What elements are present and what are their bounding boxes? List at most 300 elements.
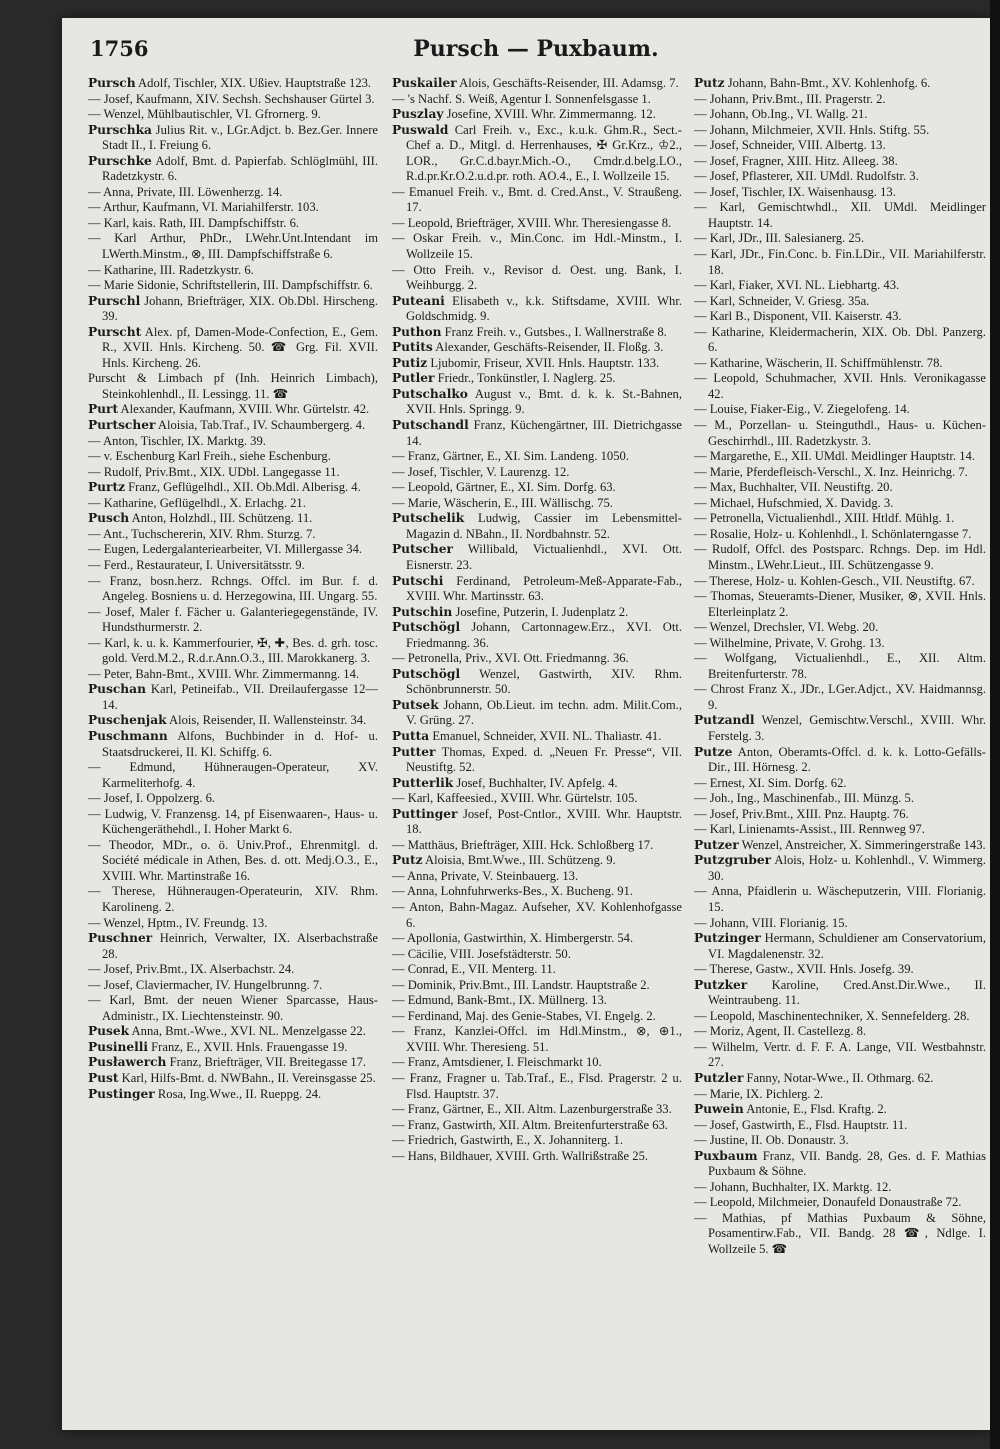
entry-text: — Ant., Tuchschererin, XIV. Rhm. Sturzg. 7. (88, 526, 316, 541)
entry-surname: Pusławerch (88, 1055, 167, 1070)
entry-text: — Rudolf, Offcl. des Postsparc. Rchngs. Dep. im Hdl. Minstm., LWehr.Lieut., III. Schützengasse 9. (694, 542, 986, 572)
directory-entry (392, 185, 682, 216)
entry-text: Aloisia, Tab.Traf., IV. Schaumbergerg. 4. (155, 418, 366, 433)
directory-entry (694, 962, 986, 978)
directory-entry (392, 1024, 682, 1055)
entry-text: — Anna, Private, V. Steinbauerg. 13. (392, 868, 579, 883)
directory-entry (392, 1102, 682, 1118)
directory-entry (694, 294, 986, 310)
entry-text: — Josef, Priv.Bmt., XIII. Pnz. Hauptg. 76. (694, 806, 909, 821)
entry-text: Friedr., Tonkünstler, I. Naglerg. 25. (434, 371, 616, 386)
directory-entry (88, 978, 378, 994)
entry-text: Fanny, Notar-Wwe., II. Othmarg. 62. (743, 1071, 934, 1085)
directory-entry (694, 1102, 986, 1118)
directory-entry (694, 1087, 986, 1103)
entry-text: — Katharine, Kleidermacherin, XIX. Ob. Dbl. Panzerg. 6. (694, 324, 986, 355)
directory-entry (694, 185, 986, 201)
directory-entry (694, 1149, 986, 1180)
directory-entry (694, 92, 986, 108)
entry-text: — Johann, Milchmeier, XVII. Hnls. Stiftg. 55. (694, 122, 930, 137)
entry-text: — Josef, Kaufmann, XIV. Sechsh. Sechshauser Gürtel 3. (88, 91, 375, 106)
directory-entry (88, 480, 378, 496)
entry-text: — Anton, Tischler, IX. Marktg. 39. (88, 433, 266, 448)
directory-entry (694, 511, 986, 527)
directory-entry (694, 76, 986, 92)
directory-entry (694, 200, 986, 231)
entry-surname: Purtscher (88, 418, 156, 433)
entry-surname: Putzer (694, 837, 739, 852)
directory-entry (694, 325, 986, 356)
entry-text: — Dominik, Priv.Bmt., III. Landstr. Hauptstraße 2. (392, 977, 650, 992)
directory-entry (88, 511, 378, 527)
entry-text: — Anton, Bahn-Magaz. Aufseher, XV. Kohlenhofgasse 6. (392, 899, 682, 930)
directory-entry (694, 309, 986, 325)
entry-text: Antonie, E., Flsd. Kraftg. 2. (743, 1102, 887, 1117)
entry-text: — Marie Sidonie, Schriftstellerin, III. Dampfschiffstr. 6. (88, 278, 373, 293)
entry-text: Franz Freih. v., Gutsbes., I. Wallnerstraße 8. (441, 324, 667, 339)
entry-surname: Puxbaum (694, 1148, 758, 1163)
directory-entry (694, 465, 986, 481)
directory-entry (88, 92, 378, 108)
directory-entry (392, 776, 682, 792)
directory-entry (88, 993, 378, 1024)
entry-text: — Ludwig, V. Franzensg. 14, pf Eisenwaaren-, Haus- u. Küchengeräthehdl., I. Hoher Markt 6. (88, 806, 378, 837)
directory-entry (694, 1118, 986, 1134)
entry-text: Karl, Petineifab., VII. Dreilaufergasse 12—14. (102, 682, 378, 712)
entry-text: — Joh., Ing., Maschinenfab., III. Münzg. 5. (694, 791, 914, 806)
directory-entry (392, 1133, 682, 1149)
directory-entry (694, 574, 986, 590)
directory-entry (392, 1071, 682, 1102)
entry-surname: Putzinger (694, 931, 761, 946)
entry-surname: Putschin (392, 604, 453, 619)
entry-text: — Marie, IX. Pichlerg. 2. (694, 1086, 824, 1101)
directory-entry (392, 853, 682, 869)
entry-surname: Putschögl (392, 620, 461, 635)
directory-entry (694, 247, 986, 278)
directory-entry (694, 169, 986, 185)
directory-entry (88, 465, 378, 481)
entry-surname: Pustinger (88, 1086, 155, 1101)
directory-entry (88, 605, 378, 636)
entry-text: — Josef, I. Oppolzerg. 6. (88, 791, 216, 806)
entry-text: — Leopold, Briefträger, XVIII. Whr. Theresiengasse 8. (392, 215, 672, 230)
entry-text: — Johann, VIII. Florianig. 15. (694, 915, 848, 930)
directory-entry (694, 682, 986, 713)
entry-text: Rosa, Ing.Wwe., II. Rueppg. 24. (154, 1086, 322, 1101)
entry-text: — Ferd., Restaurateur, I. Universitätsstr. 9. (88, 557, 305, 572)
entry-text: — Edmund, Hühneraugen-Operateur, XV. Karmeliterhofg. 4. (88, 760, 378, 790)
entry-surname: Putter (392, 744, 436, 759)
entry-text: — Chrost Franz X., JDr., LGer.Adjct., XV. Haidmannsg. 9. (694, 682, 986, 712)
directory-entry (88, 216, 378, 232)
entry-surname: Putsek (392, 697, 439, 712)
directory-entry (392, 1118, 682, 1134)
directory-entry (392, 263, 682, 294)
directory-entry (694, 620, 986, 636)
entry-text: Franz, VII. Bandg. 28, Ges. d. F. Mathias Puxbaum & Söhne. (708, 1148, 986, 1179)
entry-surname: Putz (694, 76, 725, 90)
entry-text: Wenzel, Anstreicher, X. Simmeringerstraße 143. (738, 837, 986, 852)
entry-text: Alois, Geschäfts-Reisender, III. Adamsg. 7. (456, 76, 679, 90)
directory-entry (88, 1040, 378, 1056)
directory-entry (88, 418, 378, 434)
entry-text: Emanuel, Schneider, XVII. NL. Thaliastr. 41. (429, 728, 662, 743)
entry-text: — Wilhelmine, Private, V. Grohg. 13. (694, 635, 885, 650)
entry-text: — Wenzel, Drechsler, VI. Webg. 20. (694, 620, 879, 635)
directory-entry (392, 993, 682, 1009)
entry-surname: Purtz (88, 480, 125, 495)
directory-entry (694, 589, 986, 620)
entry-text: Hermann, Schuldiener am Conservatorium, VI. Magdalenenstr. 32. (708, 931, 986, 961)
entry-text: — Petronella, Victualienhdl., XIII. Htldf. Mühlg. 1. (694, 511, 955, 526)
entry-text: — Katharine, III. Radetzkystr. 6. (88, 262, 254, 277)
entry-text: — Josef, Schneider, VIII. Albertg. 13. (694, 138, 886, 153)
directory-entry (694, 1009, 986, 1025)
entry-text: Ljubomir, Friseur, XVII. Hnls. Hauptstr. 133. (427, 355, 660, 370)
entry-text: Wenzel, Gemischtw.Verschl., XVIII. Whr. Ferstelg. 3. (708, 713, 986, 743)
directory-entry (88, 807, 378, 838)
entry-text: — M., Porzellan- u. Steinguthdl., Haus- u. Küchen-Geschirrhdl., III. Radetzkystr. 3. (694, 418, 986, 448)
entry-text: — Katharine, Geflügelhdl., X. Erlachg. 21. (88, 495, 306, 510)
entry-text: Josef, Post-Cntlor., XVIII. Whr. Hauptstr. 18. (406, 806, 682, 837)
directory-entry (88, 496, 378, 512)
entry-text: — Anna, Lohnfuhrwerks-Bes., X. Bucheng. 91. (392, 884, 633, 899)
entry-text: — Franz, Gastwirth, XII. Altm. Breitenfurterstraße 63. (392, 1117, 668, 1132)
entry-text: Aloisia, Bmt.Wwe., III. Schützeng. 9. (422, 853, 616, 868)
entry-text: — Josef, Priv.Bmt., IX. Alserbachstr. 24. (88, 962, 295, 977)
entry-text: — Wenzel, Hptm., IV. Freundg. 13. (88, 915, 268, 930)
entry-surname: Putta (392, 728, 430, 743)
directory-entry (694, 542, 986, 573)
entry-text: — Anna, Private, III. Löwenherzg. 14. (88, 184, 283, 199)
entry-text: — Wilhelm, Vertr. d. F. F. A. Lange, VII. Westbahnstr. 27. (694, 1039, 986, 1070)
entry-text: — Edmund, Bank-Bmt., IX. Müllnerg. 13. (392, 993, 607, 1008)
entry-text: Franz, Küchengärtner, III. Dietrichgasse 14. (406, 418, 682, 448)
entry-surname: Puswald (392, 122, 449, 137)
directory-entry (694, 853, 986, 884)
entry-text: — Josef, Gastwirth, E., Flsd. Hauptstr. 11. (694, 1117, 908, 1132)
directory-entry (88, 791, 378, 807)
directory-entry (392, 978, 682, 994)
entry-text: — Otto Freih. v., Revisor d. Oest. ung. Bank, I. Weihburgg. 2. (392, 262, 682, 293)
directory-entry (694, 838, 986, 854)
directory-entry (392, 620, 682, 651)
directory-entry (88, 962, 378, 978)
entry-text: — Emanuel Freih. v., Bmt. d. Cred.Anst., V. Straußeng. 17. (392, 184, 682, 215)
directory-entry (88, 884, 378, 915)
entry-text: — Louise, Fiaker-Eig., V. Ziegelofeng. 14. (694, 402, 910, 417)
directory-entry (88, 542, 378, 558)
directory-entry (694, 745, 986, 776)
entry-text: — Karl, Fiaker, XVI. NL. Liebhartg. 43. (694, 278, 900, 293)
entry-text: — Josef, Fragner, XIII. Hitz. Alleeg. 38. (694, 153, 898, 168)
directory-entry (392, 884, 682, 900)
entry-text: — Franz, Fragner u. Tab.Traf., E., Flsd. Pragerstr. 2 u. Flsd. Hauptstr. 37. (392, 1071, 682, 1101)
entry-text: — Anna, Pfaidlerin u. Wäscheputzerin, VIII. Florianig. 15. (694, 884, 986, 914)
entry-text: — Hans, Bildhauer, XVIII. Grth. Wallrißstraße 25. (392, 1148, 649, 1163)
entry-text: Anton, Holzhdl., III. Schützeng. 11. (129, 511, 313, 526)
directory-entry (88, 123, 378, 154)
entry-text: — Ernest, XI. Sim. Dorfg. 62. (694, 775, 847, 790)
entry-text: Karl, Hilfs-Bmt. d. NWBahn., II. Vereinsgasse 25. (118, 1071, 376, 1085)
entry-text: — Franz, Kanzlei-Offcl. im Hdl.Minstm., ⊗, ⊕1., XVIII. Whr. Theresieng. 51. (392, 1024, 682, 1054)
directory-entry (392, 869, 682, 885)
page-header (90, 36, 982, 70)
entry-text: Franz, Briefträger, VII. Breitegasse 17. (166, 1055, 367, 1070)
page-number: 1756 (90, 36, 149, 61)
entry-text: Alois, Holz- u. Kohlenhdl., V. Wimmerg. 30. (708, 853, 986, 883)
entry-text: — Mathias, pf Mathias Puxbaum & Söhne, Posamentirw.Fab., VII. Bandg. 28 ☎, Ndlge. I. Wollzeile 5. ☎ (694, 1210, 986, 1257)
directory-entry (392, 76, 682, 92)
directory-entry (88, 434, 378, 450)
directory-entry (88, 1087, 378, 1103)
entry-surname: Puschner (88, 931, 153, 946)
directory-entry (694, 776, 986, 792)
directory-entry (694, 371, 986, 402)
directory-entry (392, 1149, 682, 1165)
entry-text: — Justine, II. Ob. Donaustr. 3. (694, 1133, 849, 1148)
entry-text: — Therese, Holz- u. Kohlen-Gesch., VII. Neustiftg. 67. (694, 573, 975, 588)
directory-entry (392, 123, 682, 185)
directory-entry (392, 1055, 682, 1071)
directory-entry (694, 278, 986, 294)
directory-entry (392, 791, 682, 807)
entry-surname: Puwein (694, 1102, 744, 1117)
entry-text: — Leopold, Milchmeier, Donaufeld Donaustraße 72. (694, 1195, 962, 1210)
entry-text: — Josef, Tischler, IX. Waisenhausg. 13. (694, 184, 896, 199)
entry-text: Julius Rit. v., LGr.Adjct. b. Bez.Ger. Innere Stadt II., I. Freiung 6. (102, 122, 378, 153)
entry-surname: Putscher (392, 542, 453, 557)
directory-entry (392, 1009, 682, 1025)
entry-surname: Putzgruber (694, 853, 772, 868)
entry-text: Franz, Geflügelhdl., XII. Ob.Mdl. Alberisg. 4. (125, 480, 361, 495)
directory-entry (392, 542, 682, 573)
directory-entry (694, 1211, 986, 1258)
directory-entry (392, 387, 682, 418)
column-1 (88, 76, 378, 1421)
directory-entry (392, 216, 682, 232)
entry-text: — Karl, Bmt. der neuen Wiener Sparcasse, Haus-Administr., IX. Liechtensteinstr. 90. (88, 993, 378, 1023)
entry-surname: Putschelik (392, 511, 465, 526)
directory-entry (392, 729, 682, 745)
directory-entry (694, 807, 986, 823)
directory-entry (88, 231, 378, 262)
directory-entry (88, 1055, 378, 1071)
entry-text: — Max, Buchhalter, VII. Neustiftg. 20. (694, 480, 893, 495)
directory-entry (694, 713, 986, 744)
entry-surname: Putz (392, 853, 423, 868)
entry-text: — Marie, Pferdefleisch-Verschl., X. Inz. Heinrichg. 7. (694, 464, 968, 479)
directory-entry (392, 931, 682, 947)
entry-text: Willibald, Victualienhdl., XVI. Ott. Eisnerstr. 23. (406, 542, 682, 572)
entry-text: Josefine, Putzerin, I. Judenplatz 2. (452, 604, 629, 619)
directory-entry (392, 107, 682, 123)
entry-surname: Purschka (88, 122, 152, 137)
entry-surname: Putschögl (392, 666, 461, 681)
entry-text: Josef, Buchhalter, IV. Apfelg. 4. (453, 775, 618, 790)
directory-entry (392, 356, 682, 372)
directory-entry (392, 480, 682, 496)
entry-text: — Michael, Hufschmied, X. Davidg. 3. (694, 495, 894, 510)
directory-entry (392, 231, 682, 262)
directory-entry (88, 636, 378, 667)
directory-entry (694, 527, 986, 543)
directory-entry (88, 760, 378, 791)
directory-entry (392, 340, 682, 356)
entry-text: Josefine, XVIII. Whr. Zimmermanng. 12. (443, 107, 656, 122)
entry-text: — Karl B., Disponent, VII. Kaiserstr. 43. (694, 309, 902, 324)
directory-entry (694, 1024, 986, 1040)
directory-entry (88, 527, 378, 543)
entry-surname: Purscht (88, 324, 142, 339)
directory-entry (694, 107, 986, 123)
directory-entry (694, 978, 986, 1009)
entry-text: Franz, E., XVII. Hnls. Frauengasse 19. (148, 1039, 348, 1054)
entry-text: — Josef, Maler f. Fächer u. Galanteriegegenstände, IV. Hundsthurmerstr. 2. (88, 604, 378, 635)
directory-entry (88, 838, 378, 885)
entry-surname: Pursch (88, 76, 136, 90)
entry-surname: Puskailer (392, 76, 457, 90)
entry-text: — Oskar Freih. v., Min.Conc. im Hdl.-Minstm., I. Wollzeile 15. (392, 231, 682, 262)
column-2 (392, 76, 682, 1421)
entry-text: — Therese, Gastw., XVII. Hnls. Josefg. 39. (694, 962, 914, 977)
entry-text: Johann, Ob.Lieut. im techn. adm. Milit.Com., V. Grüng. 27. (406, 697, 682, 728)
entry-text: — Peter, Bahn-Bmt., XVIII. Whr. Zimmermanng. 14. (88, 666, 360, 681)
entry-surname: Puthon (392, 324, 442, 339)
directory-entry (392, 651, 682, 667)
entry-text: — Wenzel, Mühlbautischler, VI. Gfrornerg. 9. (88, 107, 321, 122)
directory-entry (392, 465, 682, 481)
entry-surname: Putler (392, 371, 435, 386)
entry-text: — Leopold, Schuhmacher, XVII. Hnls. Veronikagasse 42. (694, 371, 986, 401)
entry-text: — Karl, JDr., Fin.Conc. b. Fin.LDir., VII. Mariahilferstr. 18. (694, 247, 986, 277)
directory-entry (88, 371, 378, 402)
entry-surname: Putze (694, 744, 733, 759)
entry-text: Ferdinand, Petroleum-Meß-Apparate-Fab., XVIII. Whr. Martinsstr. 63. (406, 573, 682, 604)
directory-entry (88, 107, 378, 123)
entry-surname: Puschan (88, 682, 146, 697)
entry-text: Karoline, Cred.Anst.Dir.Wwe., II. Weintraubeng. 11. (708, 977, 986, 1008)
directory-entry (392, 605, 682, 621)
directory-entry (694, 916, 986, 932)
entry-text: — Franz, bosn.herz. Rchngs. Offcl. im Bur. f. d. Angeleg. Bosniens u. d. Herzegowina, III. Ungarg. 55. (88, 573, 378, 604)
entry-text: — Karl, Kaffeesied., XVIII. Whr. Gürtelstr. 105. (392, 791, 638, 806)
entry-text: — Franz, Gärtner, E., XII. Altm. Lazenburgerstraße 33. (392, 1102, 672, 1117)
entry-surname: Putschi (392, 573, 444, 588)
entry-text: Adolf, Tischler, XIX. Ußiev. Hauptstraße 123. (135, 76, 372, 90)
entry-text: — Rudolf, Priv.Bmt., XIX. UDbl. Langegasse 11. (88, 464, 340, 479)
directory-entry (694, 931, 986, 962)
directory-entry (694, 418, 986, 449)
directory-entry (88, 931, 378, 962)
entry-text: — Petronella, Priv., XVI. Ott. Friedmanng. 36. (392, 651, 629, 666)
directory-entry (694, 449, 986, 465)
entry-text: — Karl, Gemischtwhdl., XII. UMdl. Meidlinger Hauptstr. 14. (694, 200, 986, 230)
directory-entry (88, 200, 378, 216)
entry-text: — Karl Arthur, PhDr., LWehr.Unt.Intendant im LWerth.Minstm., ⊗, III. Dampfschiffstraße 6. (88, 231, 378, 262)
directory-entry (392, 838, 682, 854)
directory-entry (694, 1180, 986, 1196)
directory-entry (88, 325, 378, 372)
entry-text: — Margarethe, E., XII. UMdl. Meidlinger Hauptstr. 14. (694, 449, 975, 464)
entry-text: — Arthur, Kaufmann, VI. Mariahilferstr. 103. (88, 200, 319, 215)
directory-entry (392, 900, 682, 931)
directory-entry (88, 558, 378, 574)
directory-entry (88, 76, 378, 92)
entry-surname: Puschmann (88, 728, 168, 743)
entry-text: — Karl, kais. Rath, III. Dampfschiffstr. 6. (88, 215, 300, 230)
entry-text: — Wolfgang, Victualienhdl., E., XII. Altm. Breitenfurterstr. 78. (694, 651, 986, 681)
directory-entry (392, 92, 682, 108)
directory-entry (694, 138, 986, 154)
scan-edge (990, 0, 1000, 1449)
entry-surname: Puschenjak (88, 713, 167, 728)
directory-entry (694, 636, 986, 652)
directory-entry (694, 651, 986, 682)
entry-text: — Theodor, MDr., o. ö. Univ.Prof., Ehrenmitgl. d. Société médicale in Athen, Bes. d. ott. Medj.O.3., E., XVIII. Whr. Martinstraße 16. (88, 837, 378, 883)
entry-text: Alex. pf, Damen-Mode-Confection, E., Gem. R., XVII. Hnls. Kircheng. 50. ☎ Grg. Fil. XVII. Hnls. Kircheng. 26. (102, 324, 378, 370)
entry-surname: Putzandl (694, 713, 755, 728)
entry-text: Johann, Briefträger, XIX. Ob.Dbl. Hirscheng. 39. (102, 293, 378, 324)
directory-entry (88, 1024, 378, 1040)
directory-entry (694, 402, 986, 418)
directory-entry (694, 1133, 986, 1149)
entry-text: — Therese, Hühneraugen-Operateurin, XIV. Rhm. Karolineng. 2. (88, 884, 378, 914)
entry-text: Johann, Bahn-Bmt., XV. Kohlenhofg. 6. (724, 76, 931, 90)
directory-entry (694, 884, 986, 915)
entry-text: — Karl, JDr., III. Salesianerg. 25. (694, 231, 865, 246)
directory-entry (694, 1071, 986, 1087)
directory-entry (392, 962, 682, 978)
entry-surname: Pusch (88, 511, 130, 526)
entry-surname: Puteani (392, 293, 445, 308)
directory-entry (88, 278, 378, 294)
entry-text: Purscht & Limbach pf (Inh. Heinrich Limbach), Steinkohlenhdl., II. Lessingg. 11. ☎ (88, 371, 378, 401)
entry-text: August v., Bmt. d. k. k. St.-Bahnen, XVII. Hnls. Springg. 9. (406, 386, 682, 417)
directory-entry (392, 667, 682, 698)
directory-entry (392, 511, 682, 542)
entry-text: Elisabeth v., k.k. Stiftsdame, XVIII. Whr. Goldschmidg. 9. (406, 293, 682, 324)
entry-surname: Puttinger (392, 806, 458, 821)
directory-entry (694, 1195, 986, 1211)
entry-surname: Putzler (694, 1071, 744, 1085)
directory-entry (694, 480, 986, 496)
entry-text: — Karl, Linienamts-Assist., III. Rennweg 97. (694, 822, 925, 837)
directory-entry (88, 682, 378, 713)
entry-text: — Thomas, Steueramts-Diener, Musiker, ⊗, XVII. Hnls. Elterleinplatz 2. (694, 589, 986, 619)
entry-surname: Putschandl (392, 418, 469, 433)
entry-text: Wenzel, Gastwirth, XIV. Rhm. Schönbrunnerstr. 50. (406, 666, 682, 697)
entry-text: Thomas, Exped. d. „Neuen Fr. Presse“, VII. Neustiftg. 52. (406, 744, 682, 775)
directory-entry (694, 123, 986, 139)
entry-text: Ludwig, Cassier im Lebensmittel-Magazin d. NBahn., II. Nordbahnstr. 52. (406, 511, 682, 541)
entry-text: Heinrich, Verwalter, IX. Alserbachstraße 28. (102, 931, 378, 961)
entry-text: — Conrad, E., VII. Menterg. 11. (392, 962, 556, 977)
entry-surname: Putschalko (392, 386, 468, 401)
entry-text: Alois, Reisender, II. Wallensteinstr. 34. (166, 713, 367, 728)
entry-text: — Leopold, Gärtner, E., XI. Sim. Dorfg. 63. (392, 480, 616, 495)
entry-text: Adolf, Bmt. d. Papierfab. Schlöglmühl, III. Radetzkystr. 6. (102, 153, 378, 184)
entry-text: — Leopold, Maschinentechniker, X. Sennefelderg. 28. (694, 1008, 970, 1023)
entry-text: — Eugen, Ledergalanteriearbeiter, VI. Millergasse 34. (88, 542, 363, 557)
directory-entry (88, 294, 378, 325)
entry-surname: Pust (88, 1071, 119, 1085)
entry-text: — Franz, Amtsdiener, I. Fleischmarkt 10. (392, 1055, 602, 1070)
entry-surname: Putits (392, 340, 433, 355)
directory-entry (392, 947, 682, 963)
columns (88, 76, 986, 1421)
